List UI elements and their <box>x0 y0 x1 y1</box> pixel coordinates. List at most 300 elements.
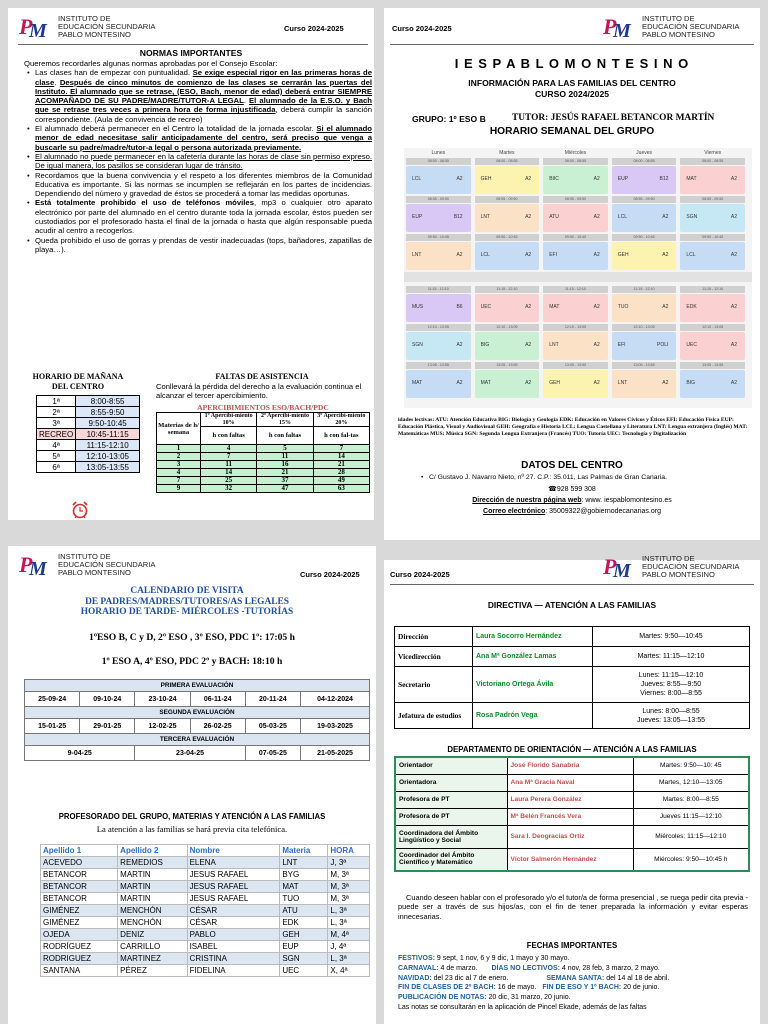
tramo-label: 11:15 - 12:10 <box>543 286 608 293</box>
horario-hora: 1ª <box>37 396 76 407</box>
clase-aula: A2 <box>525 304 532 310</box>
phone-icon: ☎ <box>548 486 557 493</box>
clase-celda <box>543 294 608 322</box>
clase-aula: A2 <box>593 304 600 310</box>
clase-aula: A2 <box>456 380 463 386</box>
tramo-label: 11:15 - 12:10 <box>475 286 540 293</box>
profesorado-cell: UEC <box>280 965 328 977</box>
svg-text:M: M <box>613 20 631 42</box>
evaluacion-fecha: 26-02-25 <box>190 719 245 734</box>
directiva-row <box>395 703 750 729</box>
norma-vestimenta: • Queda prohibido el uso de gorras y prendas de vestir inadecuadas (tops, bañadores, zapatillas de playa…). <box>26 236 372 255</box>
clase-celda <box>475 294 540 322</box>
evaluacion-fecha: 25-09-24 <box>25 692 80 707</box>
profesorado-col: Apellido 2 <box>118 845 187 857</box>
aperc-cell: 7 <box>313 445 369 453</box>
orientacion-nombre: Mª Belén Francés Vera <box>507 808 633 825</box>
table-row <box>41 953 370 965</box>
horario-table <box>36 395 140 473</box>
clase-materia: BIIC <box>549 176 559 182</box>
tramo-label: 08:55 - 09:50 <box>475 196 540 203</box>
norma-cafeteria: • El alumnado no puede permanecer en la cafetería durante las horas de clase sin permiso expreso. De igual manera, los pasillos se consideran lugar de tránsito. <box>26 152 372 171</box>
dia-header: Martes <box>499 150 515 156</box>
clase-materia: TUO <box>617 304 629 310</box>
clase-aula: A2 <box>525 342 532 348</box>
orientacion-table <box>394 756 750 872</box>
directiva-hora: Martes: 11:15—12:10 <box>637 653 705 660</box>
horario-hora: 3ª <box>37 418 76 429</box>
svg-text:P: P <box>19 14 33 39</box>
clase-materia: BIG <box>480 342 490 348</box>
aperc-row <box>157 485 370 493</box>
horario-row <box>37 396 140 407</box>
faltas-title: FALTAS DE ASISTENCIA <box>215 372 309 381</box>
info-subtitle: INFORMACIÓN PARA LAS FAMILIAS DEL CENTRO CURSO 2024/2025 <box>468 78 676 99</box>
profesorado-cell: DENIZ <box>118 929 187 941</box>
grupos-1810: 1º ESO A, 4º ESO, PDC 2º y BACH: 18:10 h <box>101 656 283 667</box>
dia-header: Miércoles <box>564 150 587 156</box>
page-directiva <box>384 554 760 1024</box>
evaluacion-fecha: 23-10-24 <box>135 692 190 707</box>
clase-materia: EDK <box>686 304 697 310</box>
aperc-cell: 4 <box>201 445 257 453</box>
page-info-familias <box>384 8 760 540</box>
profesorado-cell: BETANCOR <box>41 893 118 905</box>
clase-materia: LNT <box>549 342 559 348</box>
clase-materia: MAT <box>549 304 560 310</box>
svg-text:M: M <box>613 560 631 582</box>
recreo-band <box>404 272 752 282</box>
clase-celda <box>406 242 471 270</box>
fechas-list <box>398 954 754 1013</box>
clase-celda <box>475 166 540 194</box>
clase-celda <box>612 242 677 270</box>
horario-hora: 5ª <box>37 451 76 462</box>
directiva-cargo: Dirección <box>395 627 473 647</box>
clase-materia: BIG <box>686 380 696 386</box>
aperc-h-faltas: h con fal-tas <box>313 427 369 445</box>
clase-materia: MUS <box>412 304 424 310</box>
clase-celda <box>680 242 745 270</box>
directiva-nombre: Laura Socorro Hernández <box>473 627 593 647</box>
dia-header: Viernes <box>704 150 722 156</box>
profesorado-cell: RODRÍGUEZ <box>41 941 118 953</box>
aperc-cell: 11 <box>201 461 257 469</box>
clase-materia: GEH <box>549 380 561 386</box>
aperc-h-3: 3º Apercibi-miento 20% <box>313 413 369 427</box>
profesorado-col: Nombre <box>187 845 280 857</box>
profesorado-cell: MARTIN <box>118 881 187 893</box>
clase-materia: ATU <box>549 214 559 220</box>
aperc-cell: 7 <box>157 477 201 485</box>
aperc-cell: 47 <box>257 485 313 493</box>
evaluacion-header <box>25 734 370 746</box>
profesorado-cell: REMEDIOS <box>118 857 187 869</box>
profesorado-cell: MARTIN <box>118 869 187 881</box>
aperc-cell: 25 <box>201 477 257 485</box>
aperc-cell: 21 <box>313 461 369 469</box>
profesorado-col: Materia <box>280 845 328 857</box>
directiva-title: DIRECTIVA — ATENCIÓN A LAS FAMILIAS <box>487 600 657 610</box>
horario-hora: 6ª <box>37 462 76 473</box>
horario-tramo: 11:15-12:10 <box>76 440 140 451</box>
clase-celda <box>543 204 608 232</box>
clase-celda <box>612 294 677 322</box>
clase-celda <box>406 294 471 322</box>
clase-celda <box>406 204 471 232</box>
school-logo: P M INSTITUTO DE EDUCACIÓN SECUNDARIA PABLO MONTESINO <box>603 554 740 582</box>
normas-title: NORMAS IMPORTANTES <box>139 48 243 58</box>
table-row <box>41 869 370 881</box>
aperc-h-2: 2º Apercibi-miento 15% <box>257 413 313 427</box>
clase-celda <box>680 294 745 322</box>
profesorado-cell: CÉSAR <box>187 917 280 929</box>
svg-text:P: P <box>603 554 617 579</box>
evaluacion-fecha: 29-01-25 <box>80 719 135 734</box>
norma-convivencia: • Recordamos que la buena convivencia y el respeto a los diferentes miembros de la Comunidad Educativa es importante. Si las normas se incumplen se reflejarán en los partes de incidencias. Dependiendo del número y gravedad de éstos se procederá a tomar las medidas oportunas. <box>26 171 372 199</box>
clase-aula: A2 <box>593 176 600 182</box>
norma-puntualidad: • Las clases han de empezar con puntualidad. Se exige especial rigor en las primeras horas de clase. Después de cinco minutos de comienzo de las clases se cerrarán las puertas del Instituto. El alumnado que se retrase, (ESO, Bach, menor de edad) deberá entrar SIEMPRE ACOMPAÑADO DE SU PADRE/MADRE/TUTOR-A LEGAL. El alumnado de la E.S.O. y Bach que se retrase tres veces a primera hora de forma injustificada, deberá cumplir la sanción correspondiente. (Aula de convivencia de recreo) <box>26 68 372 124</box>
directiva-hora: Martes: 9:50—10:45 <box>639 633 703 640</box>
orientacion-cargo: Orientador <box>395 757 507 774</box>
profesorado-cell: L, 3ª <box>328 905 370 917</box>
profesorado-cell: EDK <box>280 917 328 929</box>
table-row <box>41 941 370 953</box>
clase-materia: EUP <box>412 214 423 220</box>
clase-aula: A2 <box>593 342 600 348</box>
clase-materia: LCL <box>686 252 696 258</box>
horario-hora: 4ª <box>37 440 76 451</box>
orientacion-cargo: Profesora de PT <box>395 808 507 825</box>
profesorado-cell: PÉREZ <box>118 965 187 977</box>
orientacion-row <box>395 825 749 848</box>
tramo-label: 12:10 - 13:05 <box>475 324 540 331</box>
clase-aula: A2 <box>730 380 737 386</box>
clase-materia: LNT <box>412 252 422 258</box>
profesorado-cell: PABLO <box>187 929 280 941</box>
ies-title: I E S P A B L O M O N T E S I N O <box>454 56 690 71</box>
curso-label: Curso 2024-2025 <box>284 24 344 33</box>
clase-aula: A2 <box>525 252 532 258</box>
profesorado-cell: EUP <box>280 941 328 953</box>
table-row <box>41 905 370 917</box>
page-calendario-visitas <box>8 546 376 1024</box>
svg-text:M: M <box>29 558 47 580</box>
school-logo: P M INSTITUTO DE EDUCACIÓN SECUNDARIA PABLO MONTESINO <box>603 14 740 42</box>
profesorado-cell: SGN <box>280 953 328 965</box>
clase-celda <box>543 242 608 270</box>
profesorado-cell: TUO <box>280 893 328 905</box>
clase-celda <box>543 332 608 360</box>
dia-header: Lunes <box>431 150 446 156</box>
tramo-label: 13:05 - 13:55 <box>543 362 608 369</box>
tramo-label: 09:50 - 10:45 <box>543 234 608 241</box>
profesorado-cell: JESUS RAFAEL <box>187 869 280 881</box>
clase-celda <box>612 204 677 232</box>
tutor-label: TUTOR: JESÚS RAFAEL BETANCOR MARTÍN <box>512 113 715 123</box>
clase-celda <box>612 166 677 194</box>
profesorado-cell: MAT <box>280 881 328 893</box>
clase-materia: LCL <box>412 176 422 182</box>
directiva-row <box>395 627 750 647</box>
fechas-fin-clases: FIN DE CLASES DE 2º BACH: 16 de mayo. FIN DE ESO Y 1º BACH: 20 de junio. <box>398 984 660 992</box>
aperc-cell: 37 <box>257 477 313 485</box>
apercibimientos-table <box>156 412 370 493</box>
aperc-cell: 14 <box>201 469 257 477</box>
profesorado-cell: M, 3ª <box>328 881 370 893</box>
clase-aula: A2 <box>730 342 737 348</box>
school-logo-icon <box>602 14 638 40</box>
aperc-h-1: 1º Apercibi-miento 10% <box>201 413 257 427</box>
clase-aula: A2 <box>456 342 463 348</box>
directiva-horario <box>593 627 750 647</box>
normas-intro: Queremos recordarles algunas normas aprobadas por el Consejo Escolar: <box>24 59 278 68</box>
horario-hora: 2ª <box>37 407 76 418</box>
clase-aula: A2 <box>662 214 669 220</box>
directiva-cargo: Jefatura de estudios <box>395 703 473 729</box>
aperc-cell: 16 <box>257 461 313 469</box>
page-normas <box>8 8 374 520</box>
clase-celda <box>406 370 471 398</box>
directiva-hora: Jueves: 8:55—9:50 <box>640 681 702 688</box>
orientacion-horario: Miércoles: 11:15—12:10 <box>633 825 749 848</box>
orientacion-horario: Martes: 8:00—8:55 <box>633 791 749 808</box>
orientacion-title: DEPARTAMENTO DE ORIENTACIÓN — ATENCIÓN A LAS FAMILIAS <box>447 745 697 754</box>
tramo-label: 09:50 - 10:45 <box>475 234 540 241</box>
school-logo: P M INSTITUTO DE EDUCACIÓN SECUNDARIA PABLO MONTESINO <box>19 14 156 42</box>
horario-row <box>37 407 140 418</box>
clase-celda <box>406 332 471 360</box>
orientacion-cargo: Profesora de PT <box>395 791 507 808</box>
table-row <box>41 881 370 893</box>
materias-leyenda: idades lectivas: ATU: Atención Educativa BIG: Biología y Geología EDK: Educación en Valores Cívicos y Éticos EFI: Educación Física EUP: Educación Plástica, Visual y Audiovisual GEH: Geografía e Historia LCL: Lengua Castellana y Literatura LNT: Lengua extranjera (Inglés) MAT: Matemáticas MUS: Música SGN: Segunda Lengua Extranjera (Francés) TUO: Tutoría UEC: Tecnología y Digitalización <box>398 417 748 437</box>
tramo-label: 08:00 - 08:55 <box>612 158 677 165</box>
horario-tramo: 8:55-9:50 <box>76 407 140 418</box>
tramo-label: 08:55 - 09:50 <box>612 196 677 203</box>
orientacion-cargo: Orientadora <box>395 774 507 791</box>
evaluacion-fecha: 19-03-2025 <box>300 719 369 734</box>
normas-body <box>24 59 372 254</box>
profesorado-cell: J, 3ª <box>328 857 370 869</box>
profesorado-cell: LNT <box>280 857 328 869</box>
aperc-cell: 49 <box>313 477 369 485</box>
tramo-label: 09:50 - 10:45 <box>406 234 471 241</box>
clase-materia: SGN <box>686 214 698 220</box>
aperc-cell: 2 <box>157 453 201 461</box>
horario-tramo: 10:45-11:15 <box>76 429 140 440</box>
table-row <box>41 929 370 941</box>
clase-materia: UEC <box>686 342 697 348</box>
orientacion-horario: Jueves 11:15—12:10 <box>633 808 749 825</box>
horario-tramo: 13:05-13:55 <box>76 462 140 473</box>
orientacion-nombre: Laura Perera González <box>507 791 633 808</box>
profesorado-cell: BETANCOR <box>41 881 118 893</box>
clase-celda <box>475 204 540 232</box>
directiva-hora: Lunes: 8:00—8:55 <box>642 707 700 715</box>
clase-materia: LCL <box>617 214 627 220</box>
fechas-navidad: NAVIDAD: del 23 dic al 7 de enero. SEMANA SANTA: del 14 al 18 de abril. <box>398 974 670 982</box>
orientacion-row <box>395 757 749 774</box>
evaluacion-fechas <box>25 719 370 734</box>
evaluacion-fecha: 07-05-25 <box>245 746 300 761</box>
aperc-cell: 28 <box>313 469 369 477</box>
clase-celda <box>680 370 745 398</box>
evaluacion-header <box>25 680 370 692</box>
clase-celda <box>475 242 540 270</box>
profesorado-cell: JESUS RAFAEL <box>187 881 280 893</box>
tramo-label: 08:00 - 08:55 <box>543 158 608 165</box>
profesorado-cell: MENCHÓN <box>118 905 187 917</box>
clase-materia: EFI <box>617 342 626 348</box>
horario-semanal-title: HORARIO SEMANAL DEL GRUPO <box>489 126 655 137</box>
tramo-label: 13:05 - 13:55 <box>680 362 745 369</box>
orientacion-row <box>395 791 749 808</box>
profesorado-subtitle: La atención a las familias se hará previa cita telefónica. <box>96 824 288 834</box>
school-logo-icon <box>602 554 638 580</box>
aperc-cell: 32 <box>201 485 257 493</box>
cita-previa-text: Cuando deseen hablar con el profesorado y/o el tutor/a de forma presencial , se ruega pedir cita previa -puede ser a través de sus hijos/as, con el fin de tener preparada la información y evitar esperas innecesarias. <box>398 893 748 921</box>
school-logo-icon <box>18 14 54 40</box>
orientacion-row <box>395 774 749 791</box>
profesorado-cell: CRISTINA <box>187 953 280 965</box>
direccion-centro: • C/ Gustavo J. Navarro Nieto, nº 27. C.P.: 35.011, Las Palmas de Gran Canaria. <box>420 474 756 481</box>
aperc-cell: 9 <box>157 485 201 493</box>
clase-celda <box>680 332 745 360</box>
directiva-table <box>394 626 750 729</box>
profesorado-cell: M, 3ª <box>328 893 370 905</box>
clase-aula: B12 <box>453 214 463 220</box>
email-centro[interactable]: Correo electrónico: 35009322@gobiernodecanarias.org <box>483 508 661 515</box>
orientacion-horario: Martes: 9:50—10: 45 <box>633 757 749 774</box>
clase-materia: GEH <box>480 176 492 182</box>
directiva-horario <box>593 703 750 729</box>
evaluacion-fecha: 21-05-2025 <box>300 746 369 761</box>
orientacion-row <box>395 848 749 871</box>
svg-text:M: M <box>29 20 47 42</box>
profesorado-cell: ISABEL <box>187 941 280 953</box>
directiva-nombre: Ana Mª González Lamas <box>473 647 593 667</box>
directiva-row <box>395 667 750 703</box>
evaluacion-fecha: 06-11-24 <box>190 692 245 707</box>
aperc-cell: 63 <box>313 485 369 493</box>
profesorado-cell: L, 3ª <box>328 953 370 965</box>
horario-title: HORARIO DE MAÑANA DEL CENTRO <box>32 372 124 391</box>
grupos-1705: 1ºESO B, C y D, 2º ESO , 3º ESO, PDC 1º: 17:05 h <box>89 632 295 643</box>
tramo-label: 08:55 - 09:50 <box>406 196 471 203</box>
norma-permanencia: • El alumnado deberá permanecer en el Centro la totalidad de la jornada escolar. Si el alumnado menor de edad necesitase salir anticipadamente del centro, será preciso que venga a buscarle su padre/madre/tutor-a legal o persona autorizada previamente. <box>26 124 372 152</box>
directiva-cargo: Vicedirección <box>395 647 473 667</box>
clase-materia: MAT <box>412 380 423 386</box>
curso-label: Curso 2024-2025 <box>392 24 452 33</box>
clase-materia: LCL <box>480 252 490 258</box>
tramo-label: 08:00 - 08:55 <box>406 158 471 165</box>
profesorado-cell: X, 4ª <box>328 965 370 977</box>
profesorado-cell: SANTANA <box>41 965 118 977</box>
clase-celda <box>406 166 471 194</box>
profesorado-table <box>40 844 370 977</box>
profesorado-cell: OJEDA <box>41 929 118 941</box>
profesorado-title: PROFESORADO DEL GRUPO, MATERIAS Y ATENCIÓN A LAS FAMILIAS <box>58 812 326 821</box>
evaluacion-header <box>25 707 370 719</box>
horario-row <box>37 418 140 429</box>
evaluacion-title: TERCERA EVALUACIÓN <box>25 734 370 746</box>
orientacion-cargo: Coordinadora del Ámbito Lingüístico y Social <box>395 825 507 848</box>
dia-header: Jueves <box>636 150 653 156</box>
orientacion-nombre: Ana Mª Gracia Naval <box>507 774 633 791</box>
faltas-text: Conllevará la pérdida del derecho a la evaluación continua el alcanzar el tercer apercibimiento. <box>156 382 362 400</box>
aperc-cell: 7 <box>201 453 257 461</box>
profesorado-cell: ACEVEDO <box>41 857 118 869</box>
alarm-clock-icon <box>70 500 90 525</box>
tramo-label: 12:10 - 13:05 <box>680 324 745 331</box>
directiva-nombre: Rosa Padrón Vega <box>473 703 593 729</box>
clase-materia: MAT <box>480 380 491 386</box>
tramo-label: 12:10 - 13:05 <box>612 324 677 331</box>
fechas-festivos: FESTIVOS: 9 sept, 1 nov, 6 y 9 dic, 1 mayo y 30 mayo. <box>398 955 570 962</box>
web-centro[interactable]: Dirección de nuestra página web: www. iespablomontesino.es <box>472 497 672 504</box>
clase-celda <box>475 370 540 398</box>
horario-tramo: 12:10-13:05 <box>76 451 140 462</box>
clase-materia: EUP <box>617 176 629 182</box>
telefono-centro: ☎928 599 308 <box>548 486 596 493</box>
profesorado-cell: ATU <box>280 905 328 917</box>
norma-moviles: • Está totalmente prohibido el uso de teléfonos móviles, mp3 o cualquier otro aparato electrónico por parte del alumnado en el centro durante toda la jornada escolar, éstos pueden ser custodiados por el profesorado hasta el final de la jornada o hasta que algún responsable pueda acudir al centro a recogerlos. <box>26 198 372 235</box>
profesorado-col: Apellido 1 <box>41 845 118 857</box>
clase-aula: A2 <box>730 176 737 182</box>
clase-celda <box>680 204 745 232</box>
fechas-title: FECHAS IMPORTANTES <box>526 941 618 950</box>
evaluacion-fecha: 12-02-25 <box>135 719 190 734</box>
orientacion-nombre: Víctor Salmerón Hernández <box>507 848 633 871</box>
clase-aula: A2 <box>593 214 600 220</box>
school-logo: P M INSTITUTO DE EDUCACIÓN SECUNDARIA PABLO MONTESINO <box>19 552 156 580</box>
clase-celda <box>543 166 608 194</box>
aperc-cell: 14 <box>313 453 369 461</box>
clase-aula: POLI <box>656 342 669 348</box>
tramo-label: 08:00 - 08:55 <box>475 158 540 165</box>
school-logo-icon <box>18 552 54 578</box>
evaluaciones-table <box>24 679 370 761</box>
clase-aula: A2 <box>525 380 532 386</box>
tramo-label: 08:00 - 08:55 <box>680 158 745 165</box>
profesorado-cell: BETANCOR <box>41 869 118 881</box>
profesorado-cell: GIMÉNEZ <box>41 905 118 917</box>
tramo-label: 11:15 - 12:10 <box>612 286 677 293</box>
aperc-h-faltas: h con faltas <box>201 427 257 445</box>
horario-semanal-grid <box>404 148 752 408</box>
datos-centro-title: DATOS DEL CENTRO <box>521 460 623 471</box>
clase-materia: GEH <box>617 252 629 258</box>
clase-aula: A2 <box>456 176 463 182</box>
clase-materia: MAT <box>686 176 697 182</box>
evaluacion-fecha: 15-01-25 <box>25 719 80 734</box>
clase-celda <box>612 332 677 360</box>
tramo-label: 08:55 - 09:50 <box>680 196 745 203</box>
profesorado-cell: GIMÉNEZ <box>41 917 118 929</box>
aperc-cell: 3 <box>157 461 201 469</box>
clase-celda <box>543 370 608 398</box>
table-row <box>41 893 370 905</box>
directiva-horario <box>593 647 750 667</box>
evaluacion-fecha: 20-11-24 <box>245 692 300 707</box>
profesorado-cell: RODRIGUEZ <box>41 953 118 965</box>
horario-row <box>37 451 140 462</box>
apercibimientos-title: APERCIBIMIENTOS ESO/BACH/PDC <box>197 403 329 412</box>
svg-text:P: P <box>19 552 33 577</box>
clase-aula: A2 <box>593 380 600 386</box>
horario-row <box>37 429 140 440</box>
profesorado-cell: ELENA <box>187 857 280 869</box>
